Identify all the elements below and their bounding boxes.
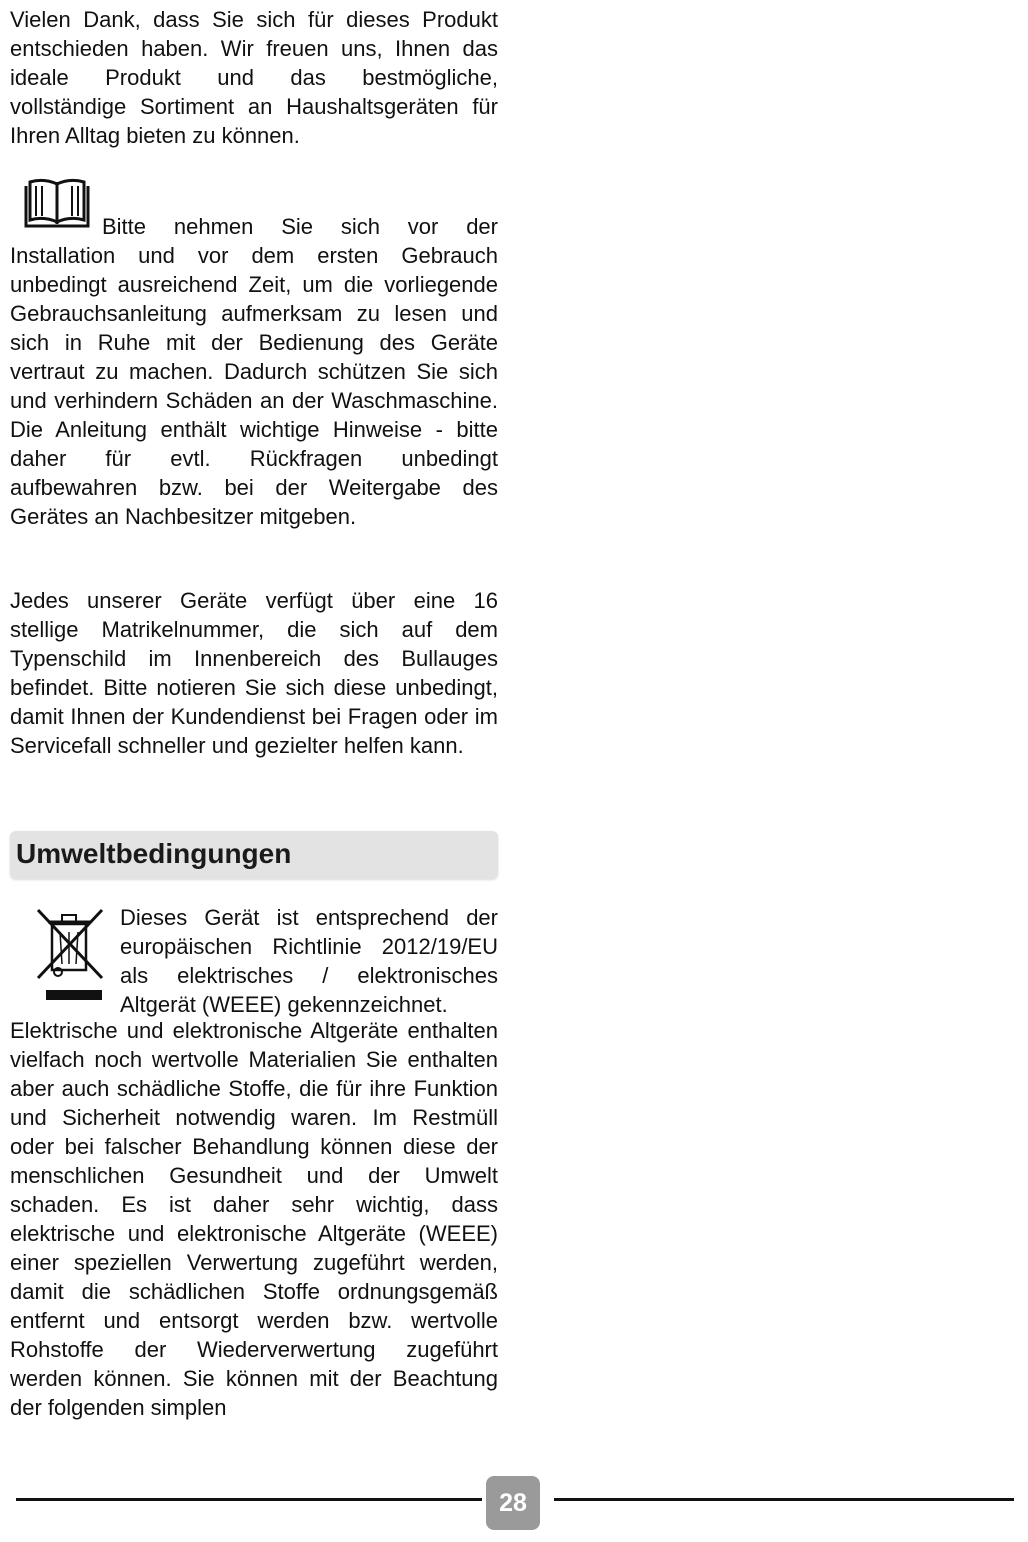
footer-rule-left (16, 1498, 482, 1501)
section-heading-bar (10, 831, 498, 879)
crossed-out-wheelie-bin-icon (32, 906, 108, 1002)
page-number: 28 (486, 1476, 540, 1530)
environment-text: Elektrische und elektronische Altgeräte enthalten vielfach noch wertvolle Materialien Sie enthalten aber auch schädliche Stoffe, die für ihre Funktion und Sicherheit notwendig waren. Im Restmüll oder bei falscher Behandlung können diese der menschlichen Gesundheit und der Umwelt schaden. Es ist daher sehr wichtig, dass elektrische und elektronische Altgeräte (WEEE) einer speziellen Verwertung zugeführt werden, damit die schädlichen Stoffe ordnungsgemäß entfernt und entsorgt werden bzw. wertvolle Rohstoffe der Wiederverwertung zugeführt werden können. Sie können mit der Beachtung der folgenden simplen (10, 1018, 498, 1420)
environment-heading: Umweltbedingungen (16, 838, 292, 869)
weee-label-text: Dieses Gerät ist entsprechend der europäischen Richtlinie 2012/19/EU als elektrisches / elektronisches Altgerät (WEEE) gekennzeichnet. (120, 905, 498, 1017)
footer-rule-right (554, 1498, 1014, 1501)
serial-number-notice: Jedes unserer Geräte verfügt über eine 16 stellige Matrikelnummer, die sich auf dem Typenschild im Innenbereich des Bullauges befindet. Bitte notieren Sie sich diese unbedingt, damit Ihnen der Kundendienst bei Fragen oder im Servicefall schneller und gezielter helfen kann. (10, 588, 498, 758)
manual-notice-text: Bitte nehmen Sie sich vor der Installation und vor dem ersten Gebrauch unbedingt ausreichend Zeit, um die vorliegende Gebrauchsanleitung aufmerksam zu lesen und sich in Ruhe mit der Bedienung des Geräte vertraut zu machen. Dadurch schützen Sie sich und verhindern Schäden an der Waschmaschine. Die Anleitung enthält wichtige Hinweise - bitte daher für evtl. Rückfragen unbedingt aufbewahren bzw. bei der Weitergabe des Gerätes an Nachbesitzer mitgeben. (10, 214, 498, 529)
intro-paragraph: Vielen Dank, dass Sie sich für dieses Produkt entschieden haben. Wir freuen uns, Ihnen das ideale Produkt und das bestmögliche, vollständige Sortiment an Haushaltsgeräten für Ihren Alltag bieten zu können. (10, 7, 498, 148)
